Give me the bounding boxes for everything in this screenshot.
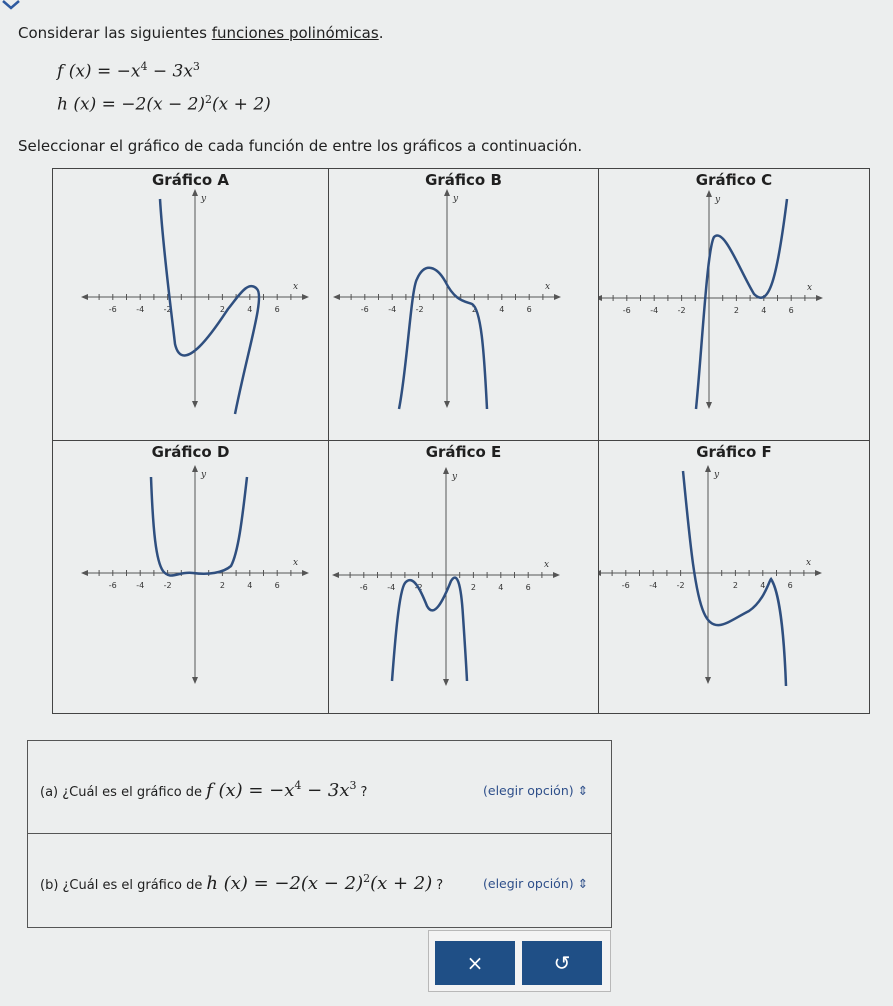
eq-f-term2: − 3x (147, 61, 193, 82)
question-a-select[interactable] (483, 783, 588, 798)
chevron-down-icon[interactable] (0, 0, 24, 10)
graph-d-plot (53, 441, 328, 713)
qa-e2: 3 (349, 779, 357, 792)
select-label: (elegir opción) (483, 876, 574, 891)
x-tick-label: 2 (471, 305, 477, 314)
graph-title: Gráfico B (425, 171, 502, 189)
eq-f-lhs: f (x) = (57, 61, 117, 82)
select-arrows-icon: ⇕ (577, 783, 589, 798)
question-a-prefix: (a) ¿Cuál es el gráfico de (40, 785, 203, 800)
instruction-text: Seleccionar el gráfico de cada función de entre los gráficos a continuación. (18, 137, 583, 155)
x-axis-arrow-right-icon (302, 570, 309, 576)
y-axis-arrow-up-icon (444, 189, 450, 196)
y-axis-arrow-up-icon (443, 467, 449, 474)
x-tick-label: -2 (163, 581, 172, 590)
select-label: (elegir opción) (483, 783, 574, 798)
question-b-prefix: (b) ¿Cuál es el gráfico de (40, 878, 203, 893)
x-axis-arrow-left-icon (332, 572, 339, 578)
x-axis-label: x (545, 282, 551, 292)
x-tick-label: -6 (108, 581, 117, 590)
x-axis-label: x (807, 283, 813, 293)
eq-f-exp2: 3 (192, 60, 200, 73)
graph-e (329, 441, 598, 713)
graph-title: Gráfico E (425, 443, 502, 461)
equation-h (57, 93, 271, 115)
x-axis-arrow-left-icon (81, 570, 88, 576)
x-axis-arrow-left-icon (599, 295, 602, 301)
x-axis-arrow-left-icon (333, 294, 340, 300)
question-a-function (206, 779, 356, 801)
intro-suffix: . (378, 24, 384, 42)
x-axis-arrow-right-icon (302, 294, 309, 300)
graph-title: Gráfico C (695, 171, 773, 189)
y-axis-label: y (452, 472, 458, 482)
x-tick-label: 4 (760, 581, 766, 590)
y-axis-arrow-up-icon (706, 190, 712, 197)
x-tick-label: 2 (219, 581, 225, 590)
x-tick-label: -2 (676, 581, 685, 590)
qb-t2: (x + 2) (370, 873, 433, 894)
y-axis-arrow-down-icon (705, 677, 711, 684)
eq-h-exp1: 2 (205, 93, 213, 106)
x-tick-label: 6 (274, 305, 280, 314)
x-tick-label: -2 (414, 583, 423, 592)
graph-a-plot (53, 169, 328, 440)
qa-fn: f (x) = −x (206, 780, 295, 801)
y-axis-label: y (201, 470, 207, 480)
questions-panel (27, 740, 612, 928)
qb-fn: h (x) = −2(x − 2) (206, 873, 364, 894)
x-tick-label: -2 (163, 305, 172, 314)
y-axis-arrow-down-icon (192, 677, 198, 684)
function-curve (392, 578, 467, 681)
y-axis-arrow-down-icon (192, 401, 198, 408)
function-curve (160, 199, 259, 414)
qb-e1: 2 (363, 872, 371, 885)
eq-h-lhs: h (x) = (57, 94, 122, 115)
equation-f (57, 60, 200, 82)
graph-b-plot (329, 169, 598, 440)
polynomial-functions-link[interactable]: funciones polinómicas (211, 24, 379, 42)
question-b-function (206, 872, 432, 894)
x-tick-label: 2 (470, 583, 476, 592)
x-tick-label: -6 (621, 581, 630, 590)
graph-title: Gráfico D (151, 443, 230, 461)
x-axis-arrow-right-icon (554, 294, 561, 300)
y-axis-arrow-down-icon (444, 401, 450, 408)
x-tick-label: 6 (526, 305, 532, 314)
question-b-suffix: ? (436, 878, 444, 893)
graph-a (53, 169, 328, 440)
x-axis-arrow-right-icon (815, 570, 822, 576)
x-axis-label: x (806, 558, 812, 568)
x-tick-label: 4 (247, 581, 253, 590)
x-tick-label: 4 (761, 306, 767, 315)
y-axis-arrow-up-icon (192, 189, 198, 196)
x-tick-label: 4 (247, 305, 253, 314)
y-axis-arrow-up-icon (192, 465, 198, 472)
x-axis-label: x (293, 282, 299, 292)
x-tick-label: -2 (415, 305, 424, 314)
x-tick-label: 2 (219, 305, 225, 314)
x-axis-arrow-left-icon (599, 570, 601, 576)
question-b-text (40, 872, 443, 894)
graph-title: Gráfico A (152, 171, 229, 189)
x-axis-label: x (544, 560, 550, 570)
clear-button[interactable] (435, 941, 515, 985)
y-axis-arrow-up-icon (705, 465, 711, 472)
x-tick-label: 4 (499, 305, 505, 314)
y-axis-label: y (453, 194, 459, 204)
x-tick-label: -6 (108, 305, 117, 314)
x-axis-arrow-right-icon (553, 572, 560, 578)
x-tick-label: -6 (360, 305, 369, 314)
question-b-select[interactable] (483, 876, 588, 891)
y-axis-label: y (714, 470, 720, 480)
undo-icon: ↺ (553, 951, 571, 975)
graphs-grid (52, 168, 870, 714)
x-tick-label: 2 (732, 581, 738, 590)
x-tick-label: -6 (359, 583, 368, 592)
y-axis-arrow-down-icon (443, 679, 449, 686)
x-axis-label: x (293, 558, 299, 568)
function-curve (399, 268, 487, 409)
y-axis-arrow-down-icon (706, 402, 712, 409)
eq-f-term1: −x (116, 61, 141, 82)
function-curve (151, 477, 247, 576)
function-curve (696, 199, 787, 409)
select-arrows-icon: ⇕ (577, 876, 589, 891)
graph-title: Gráfico F (696, 443, 772, 461)
qa-e1: 4 (294, 779, 302, 792)
eq-f-exp1: 4 (140, 60, 148, 73)
function-curve (683, 471, 786, 686)
x-tick-label: -4 (388, 305, 397, 314)
qa-t2: − 3x (301, 780, 350, 801)
graph-d (53, 441, 328, 713)
x-tick-label: -4 (136, 305, 145, 314)
graph-f (599, 441, 869, 713)
x-tick-label: -4 (649, 581, 658, 590)
x-tick-label: 6 (787, 581, 793, 590)
graph-e-plot (329, 441, 598, 713)
x-tick-label: -2 (677, 306, 686, 315)
x-tick-label: 6 (525, 583, 531, 592)
x-tick-label: -4 (136, 581, 145, 590)
graph-c (599, 169, 869, 440)
graph-b (329, 169, 598, 440)
x-tick-label: 6 (274, 581, 280, 590)
graph-c-plot (599, 169, 869, 440)
close-icon: × (466, 951, 484, 975)
x-axis-arrow-left-icon (81, 294, 88, 300)
x-tick-label: -6 (622, 306, 631, 315)
x-tick-label: 6 (788, 306, 794, 315)
question-a-text (40, 779, 367, 801)
question-b (28, 834, 611, 926)
eq-h-term1: −2(x − 2) (121, 94, 206, 115)
x-tick-label: 2 (733, 306, 739, 315)
y-axis-label: y (715, 195, 721, 205)
y-axis-label: y (201, 194, 207, 204)
x-tick-label: 4 (498, 583, 504, 592)
question-a-suffix: ? (360, 785, 368, 800)
undo-button[interactable] (522, 941, 602, 985)
intro-text (18, 24, 383, 42)
x-tick-label: -4 (387, 583, 396, 592)
x-axis-arrow-right-icon (816, 295, 823, 301)
action-bar (428, 930, 611, 992)
x-tick-label: -4 (650, 306, 659, 315)
intro-prefix: Considerar las siguientes (18, 24, 212, 42)
eq-h-term2: (x + 2) (212, 94, 271, 115)
question-a (28, 741, 611, 834)
graph-f-plot (599, 441, 869, 713)
